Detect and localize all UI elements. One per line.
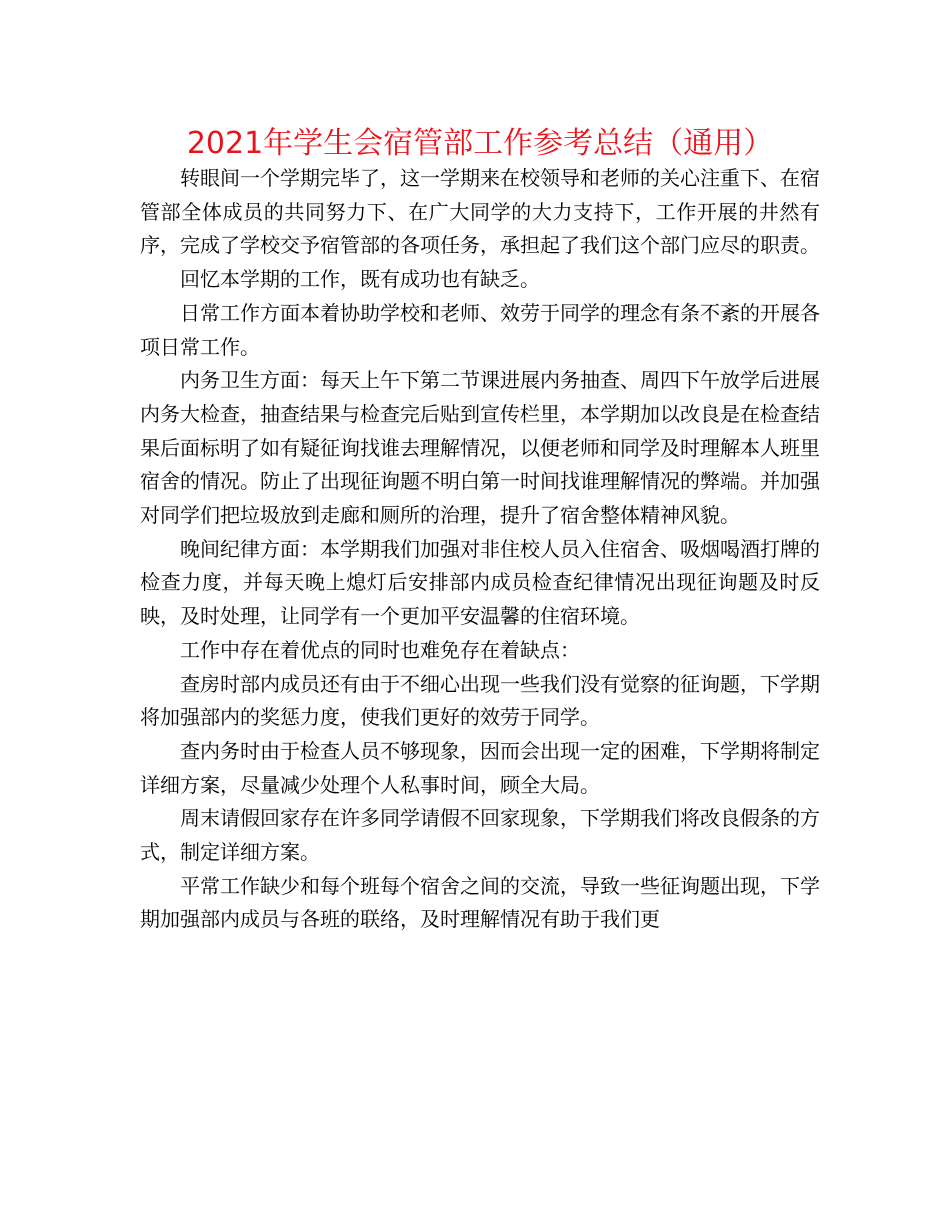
paragraph-inspection-staff: 查内务时由于检查人员不够现象，因而会出现一定的困难，下学期将制定详细方案，尽量减少处理个人私事时间，顾全大局。 — [140, 738, 820, 797]
paragraph-weekend-leave: 周末请假回家存在许多同学请假不回家现象，下学期我们将改良假条的方式，制定详细方案。 — [140, 806, 820, 865]
document-body — [140, 162, 820, 937]
paragraph-hygiene: 内务卫生方面：每天上午下第二节课进展内务抽查、周四下午放学后进展内务大检查，抽查结果与检查完后贴到宣传栏里，本学期加以改良是在检查结果后面标明了如有疑征询找谁去理解情况，以便老师和同学及时理解本人班里宿舍的情况。防止了出现征询题不明白第一时间找谁理解情况的弊端。并加强对同学们把垃圾放到走廊和厕所的治理，提升了宿舍整体精神风貌。 — [140, 368, 820, 528]
paragraph-daily-work: 日常工作方面本着协助学校和老师、效劳于同学的理念有条不紊的开展各项日常工作。 — [140, 300, 820, 359]
paragraph-review: 回忆本学期的工作，既有成功也有缺乏。 — [180, 267, 540, 292]
paragraph-communication: 平常工作缺少和每个班每个宿舍之间的交流，导致一些征询题出现，下学期加强部内成员与各班的联络，及时理解情况有助于我们更 — [140, 873, 820, 932]
paragraph-intro: 转眼间一个学期完毕了，这一学期来在校领导和老师的关心注重下、在宿管部全体成员的共同努力下、在广大同学的大力支持下，工作开展的井然有序，完成了学校交予宿管部的各项任务，承担起了我们这个部门应尽的职责。 — [140, 166, 820, 258]
paragraph-room-check: 查房时部内成员还有由于不细心出现一些我们没有觉察的征询题，下学期将加强部内的奖惩力度，使我们更好的效劳于同学。 — [140, 671, 820, 730]
paragraph-shortcomings-intro: 工作中存在着优点的同时也难免存在着缺点： — [180, 637, 580, 662]
paragraph-night-discipline: 晚间纪律方面：本学期我们加强对非住校人员入住宿舍、吸烟喝酒打牌的检查力度，并每天晚上熄灯后安排部内成员检查纪律情况出现征询题及时反映，及时处理，让同学有一个更加平安温馨的住宿环境。 — [140, 536, 820, 629]
document-title: 2021年学生会宿管部工作参考总结（通用） — [186, 126, 774, 161]
